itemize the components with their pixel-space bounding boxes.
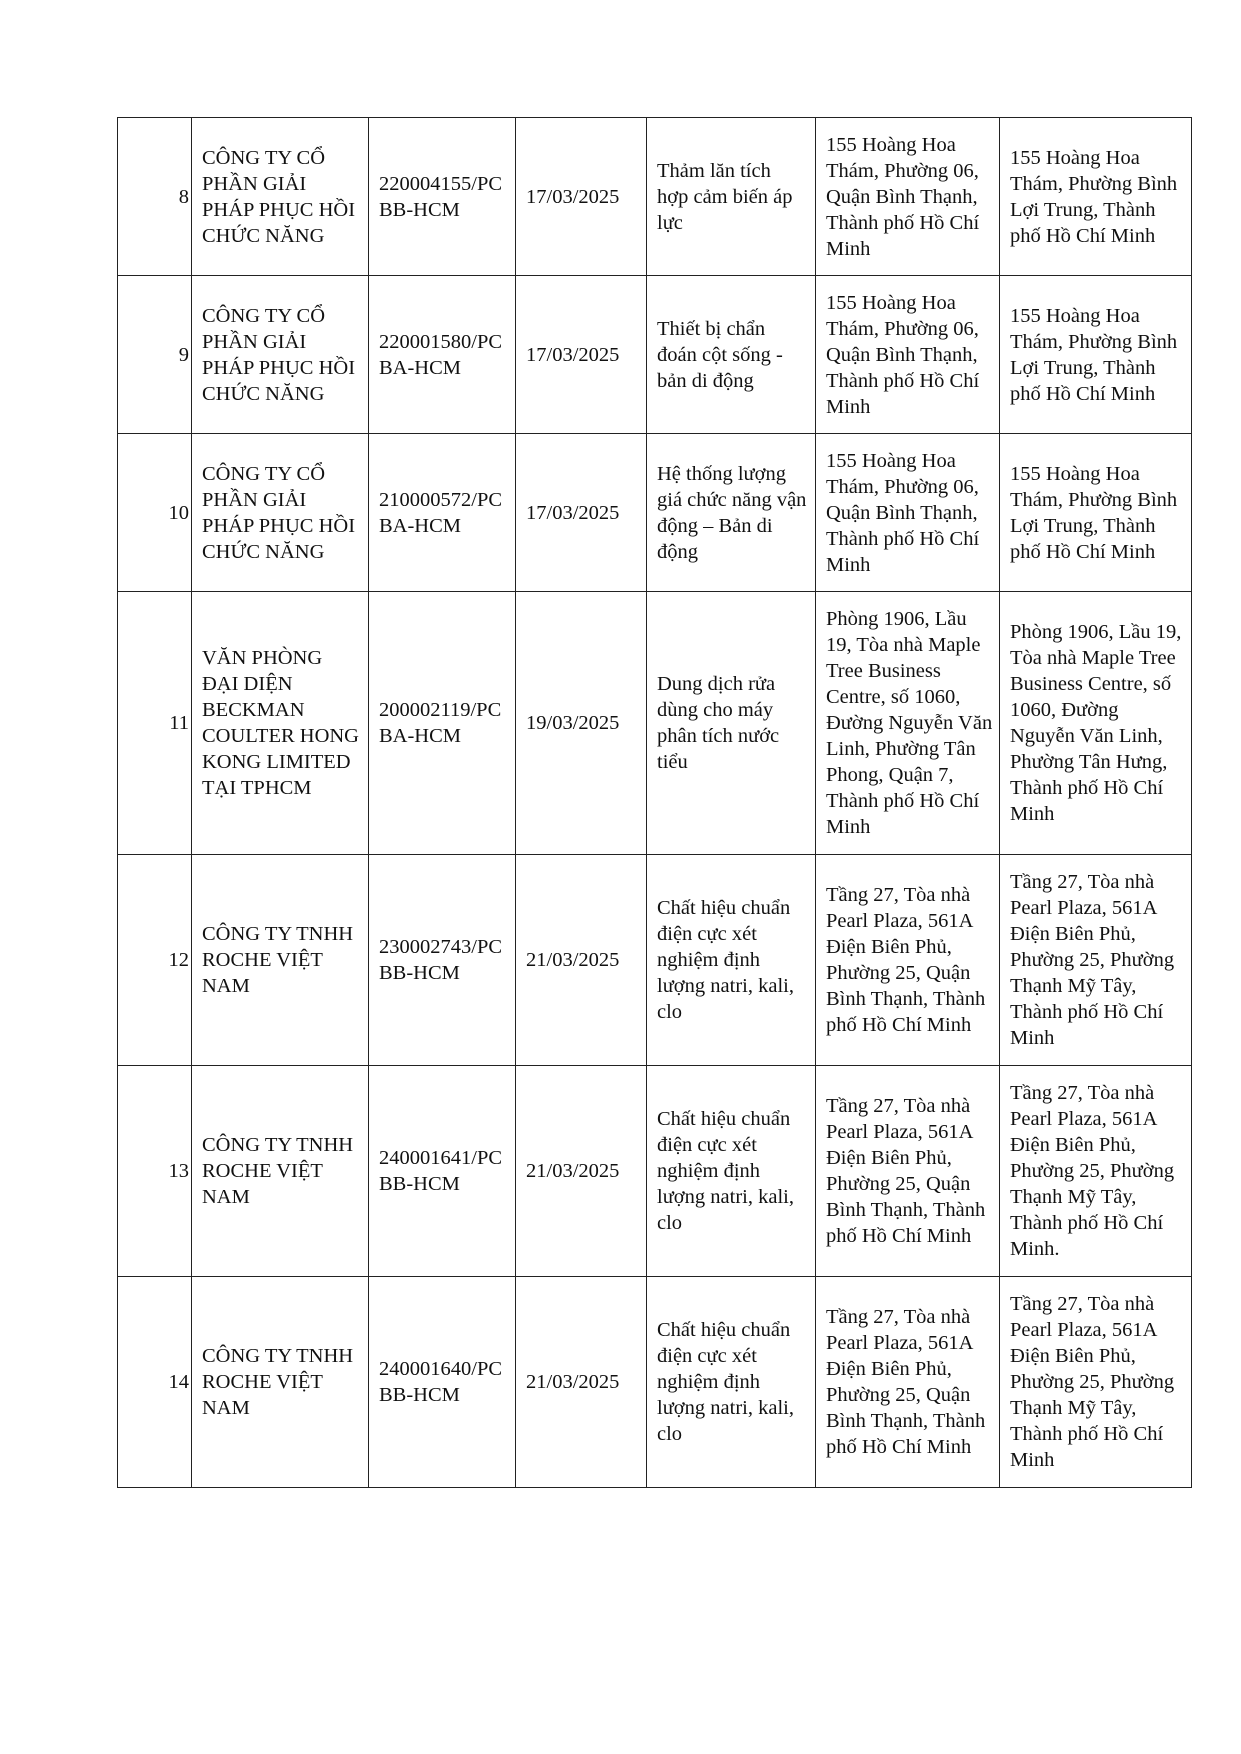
company-name: CÔNG TY CỔ PHẦN GIẢI PHÁP PHỤC HỒI CHỨC NĂNG <box>192 434 369 592</box>
certificate-number: 200002119/PCBA-HCM <box>369 592 516 855</box>
row-number: 12 <box>118 855 192 1066</box>
issue-date: 17/03/2025 <box>516 434 647 592</box>
company-name: VĂN PHÒNG ĐẠI DIỆN BECKMAN COULTER HONG KONG LIMITED TẠI TPHCM <box>192 592 369 855</box>
row-number: 10 <box>118 434 192 592</box>
company-name: CÔNG TY TNHH ROCHE VIỆT NAM <box>192 1277 369 1488</box>
new-address: 155 Hoàng Hoa Thám, Phường Bình Lợi Trung, Thành phố Hồ Chí Minh <box>1000 276 1192 434</box>
row-number: 8 <box>118 118 192 276</box>
company-name: CÔNG TY CỔ PHẦN GIẢI PHÁP PHỤC HỒI CHỨC NĂNG <box>192 276 369 434</box>
row-number: 9 <box>118 276 192 434</box>
certificate-number: 240001640/PCBB-HCM <box>369 1277 516 1488</box>
old-address: 155 Hoàng Hoa Thám, Phường 06, Quận Bình Thạnh, Thành phố Hồ Chí Minh <box>816 118 1000 276</box>
issue-date: 19/03/2025 <box>516 592 647 855</box>
table-row <box>118 118 1192 276</box>
new-address: 155 Hoàng Hoa Thám, Phường Bình Lợi Trung, Thành phố Hồ Chí Minh <box>1000 434 1192 592</box>
table-row <box>118 1066 1192 1277</box>
issue-date: 21/03/2025 <box>516 1066 647 1277</box>
table-row <box>118 1277 1192 1488</box>
table-row <box>118 276 1192 434</box>
certificate-number: 230002743/PCBB-HCM <box>369 855 516 1066</box>
product-name: Dung dịch rửa dùng cho máy phân tích nước tiểu <box>647 592 816 855</box>
certificate-number: 220004155/PCBB-HCM <box>369 118 516 276</box>
company-name: CÔNG TY TNHH ROCHE VIỆT NAM <box>192 855 369 1066</box>
table-row <box>118 434 1192 592</box>
product-name: Thiết bị chẩn đoán cột sống - bản di động <box>647 276 816 434</box>
certificate-number: 240001641/PCBB-HCM <box>369 1066 516 1277</box>
row-number: 14 <box>118 1277 192 1488</box>
row-number: 13 <box>118 1066 192 1277</box>
issue-date: 17/03/2025 <box>516 118 647 276</box>
row-number: 11 <box>118 592 192 855</box>
new-address: Tầng 27, Tòa nhà Pearl Plaza, 561A Điện Biên Phủ, Phường 25, Phường Thạnh Mỹ Tây, Thành phố Hồ Chí Minh <box>1000 1277 1192 1488</box>
product-name: Hệ thống lượng giá chức năng vận động – Bản di động <box>647 434 816 592</box>
old-address: Tầng 27, Tòa nhà Pearl Plaza, 561A Điện Biên Phủ, Phường 25, Quận Bình Thạnh, Thành phố Hồ Chí Minh <box>816 1066 1000 1277</box>
issue-date: 21/03/2025 <box>516 1277 647 1488</box>
table-row <box>118 592 1192 855</box>
issue-date: 21/03/2025 <box>516 855 647 1066</box>
new-address: Tầng 27, Tòa nhà Pearl Plaza, 561A Điện Biên Phủ, Phường 25, Phường Thạnh Mỹ Tây, Thành phố Hồ Chí Minh <box>1000 855 1192 1066</box>
old-address: Tầng 27, Tòa nhà Pearl Plaza, 561A Điện Biên Phủ, Phường 25, Quận Bình Thạnh, Thành phố Hồ Chí Minh <box>816 1277 1000 1488</box>
old-address: 155 Hoàng Hoa Thám, Phường 06, Quận Bình Thạnh, Thành phố Hồ Chí Minh <box>816 276 1000 434</box>
product-name: Chất hiệu chuẩn điện cực xét nghiệm định lượng natri, kali, clo <box>647 1277 816 1488</box>
old-address: Phòng 1906, Lầu 19, Tòa nhà Maple Tree Business Centre, số 1060, Đường Nguyễn Văn Linh, Phường Tân Phong, Quận 7, Thành phố Hồ Chí Minh <box>816 592 1000 855</box>
registration-table <box>117 117 1192 1488</box>
product-name: Chất hiệu chuẩn điện cực xét nghiệm định lượng natri, kali, clo <box>647 855 816 1066</box>
issue-date: 17/03/2025 <box>516 276 647 434</box>
new-address: 155 Hoàng Hoa Thám, Phường Bình Lợi Trung, Thành phố Hồ Chí Minh <box>1000 118 1192 276</box>
certificate-number: 220001580/PCBA-HCM <box>369 276 516 434</box>
new-address: Tầng 27, Tòa nhà Pearl Plaza, 561A Điện Biên Phủ, Phường 25, Phường Thạnh Mỹ Tây, Thành phố Hồ Chí Minh. <box>1000 1066 1192 1277</box>
company-name: CÔNG TY TNHH ROCHE VIỆT NAM <box>192 1066 369 1277</box>
old-address: 155 Hoàng Hoa Thám, Phường 06, Quận Bình Thạnh, Thành phố Hồ Chí Minh <box>816 434 1000 592</box>
product-name: Thảm lăn tích hợp cảm biến áp lực <box>647 118 816 276</box>
certificate-number: 210000572/PCBA-HCM <box>369 434 516 592</box>
old-address: Tầng 27, Tòa nhà Pearl Plaza, 561A Điện Biên Phủ, Phường 25, Quận Bình Thạnh, Thành phố Hồ Chí Minh <box>816 855 1000 1066</box>
new-address: Phòng 1906, Lầu 19, Tòa nhà Maple Tree Business Centre, số 1060, Đường Nguyễn Văn Linh, Phường Tân Hưng, Thành phố Hồ Chí Minh <box>1000 592 1192 855</box>
company-name: CÔNG TY CỔ PHẦN GIẢI PHÁP PHỤC HỒI CHỨC NĂNG <box>192 118 369 276</box>
product-name: Chất hiệu chuẩn điện cực xét nghiệm định lượng natri, kali, clo <box>647 1066 816 1277</box>
table-row <box>118 855 1192 1066</box>
